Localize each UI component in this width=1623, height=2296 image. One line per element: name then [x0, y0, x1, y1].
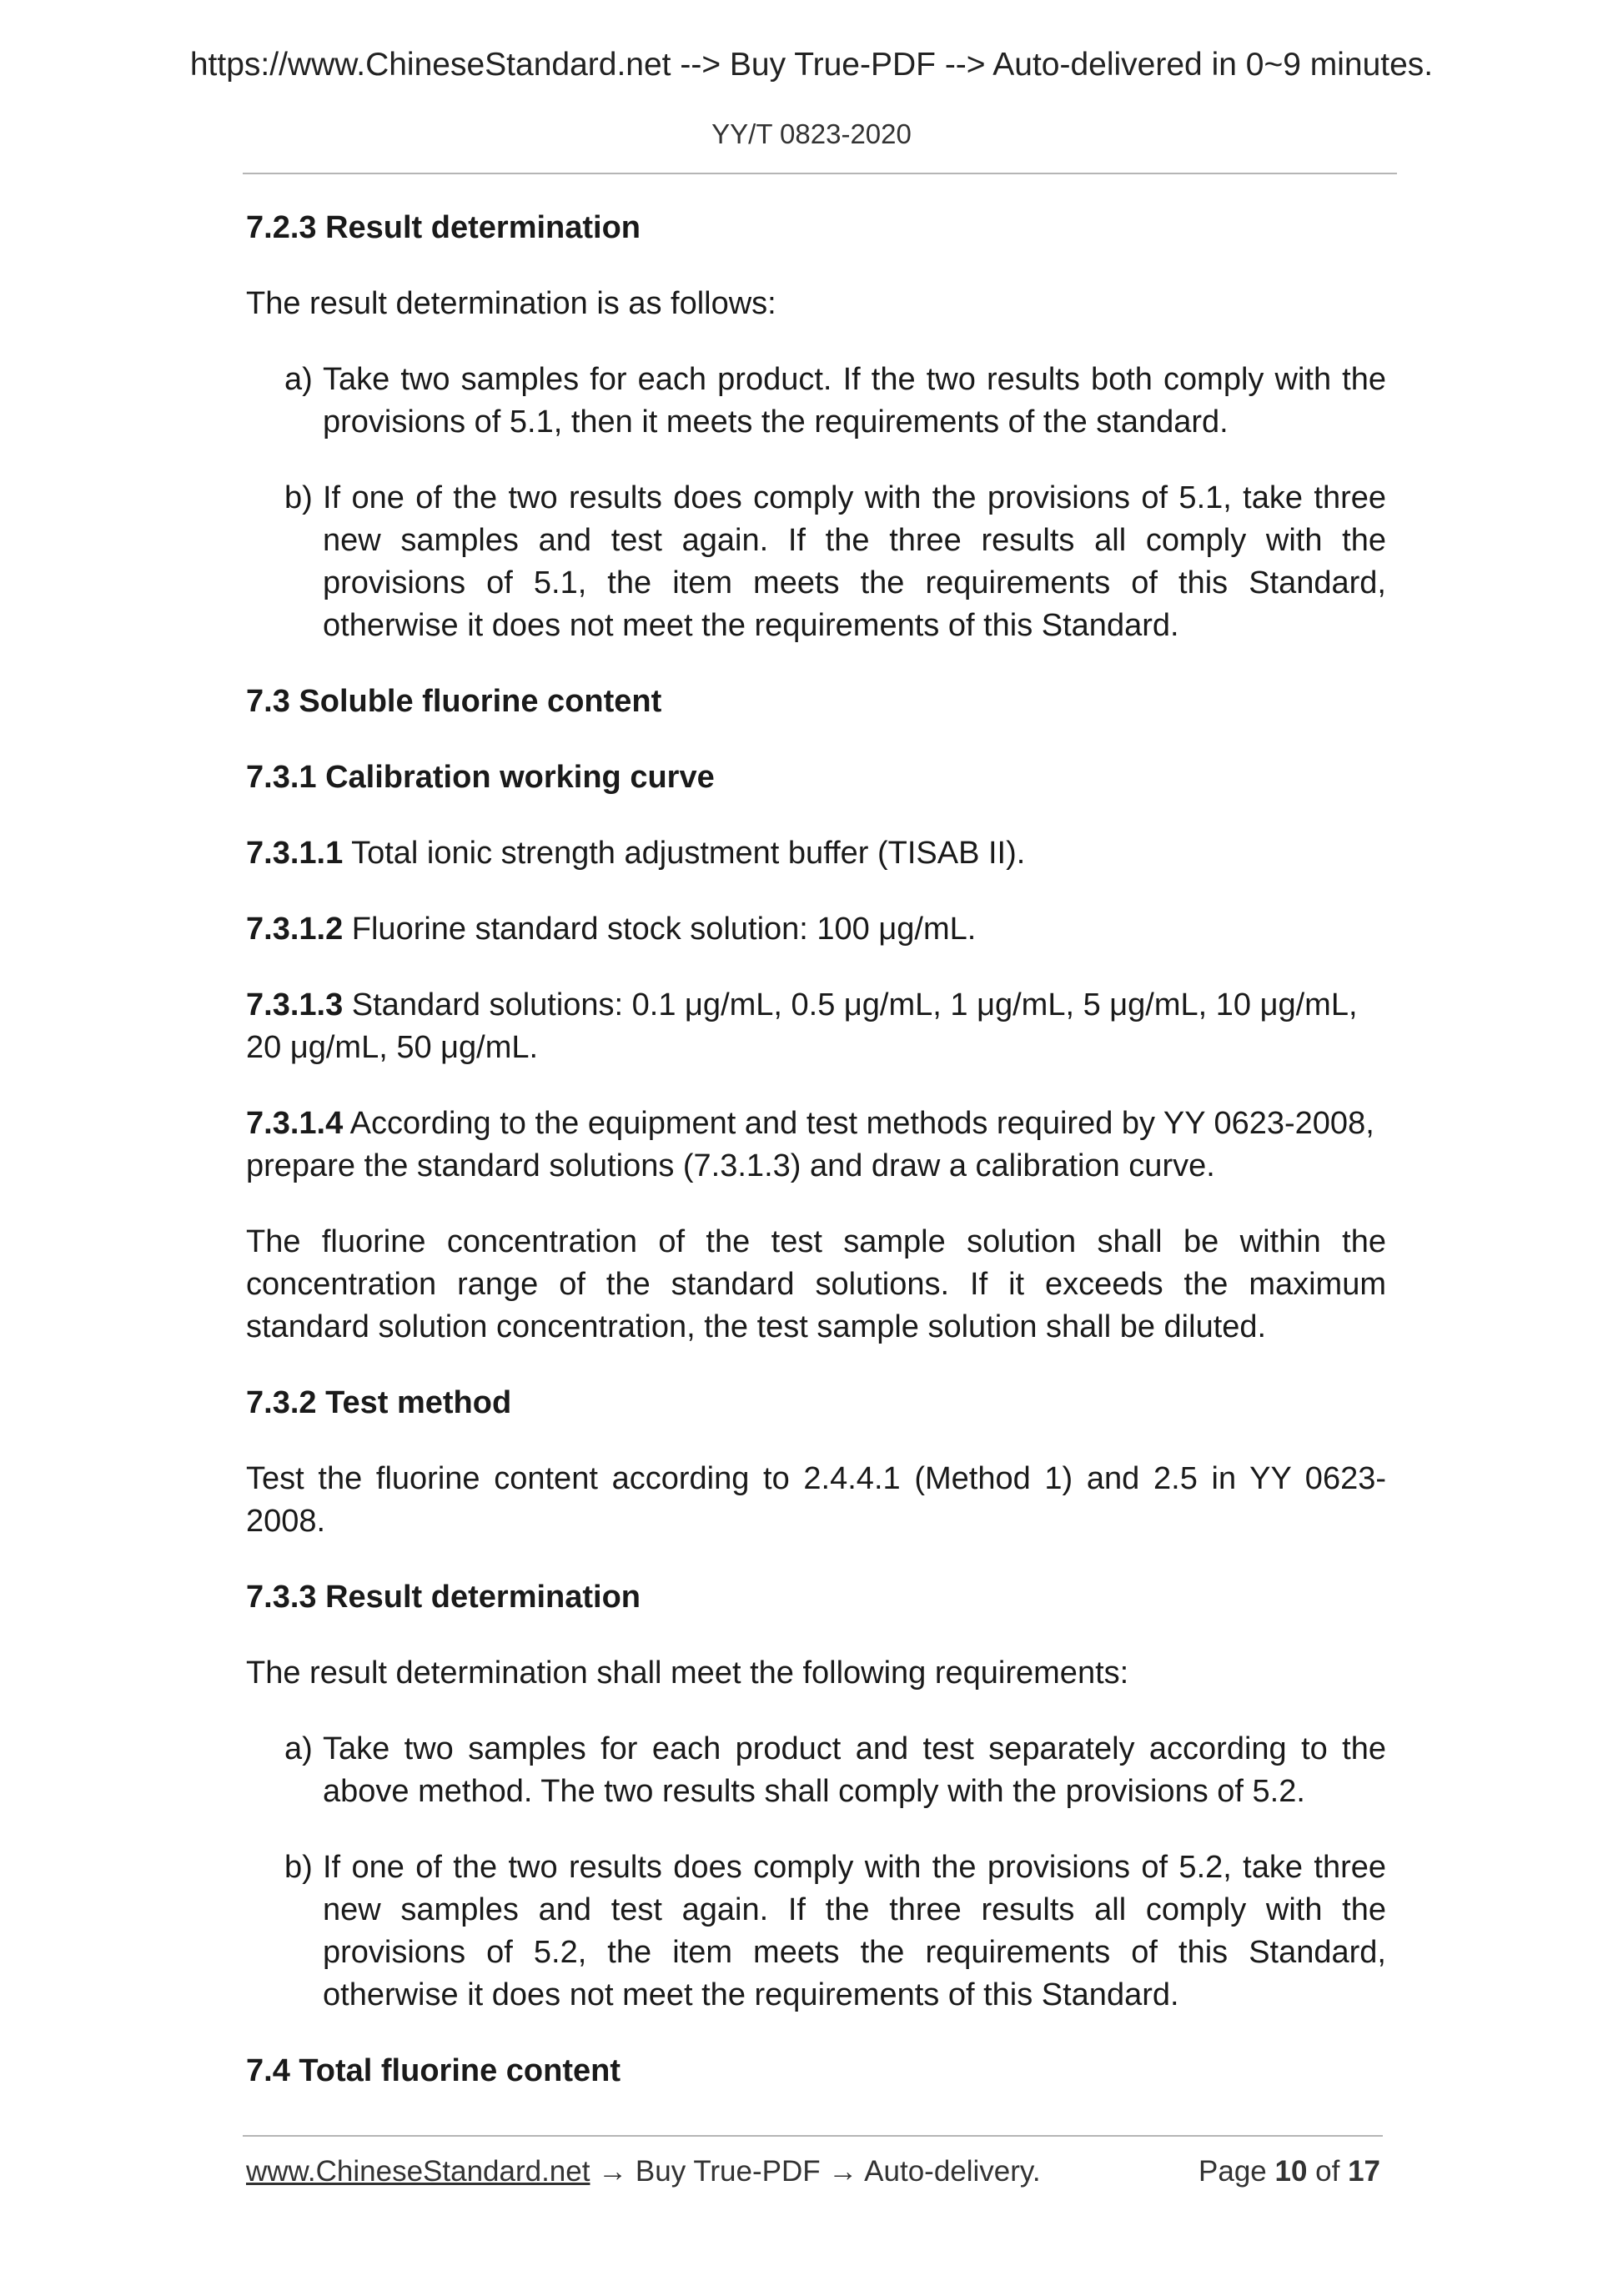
clause-text: Total ionic strength adjustment buffer (TISAB II).: [343, 836, 1026, 871]
of-word: of: [1307, 2155, 1349, 2188]
clause-number: 7.3.1.4: [246, 1106, 344, 1141]
footer-divider: [243, 2135, 1383, 2137]
clause-text: Fluorine standard stock solution: 100 μg/mL.: [343, 912, 977, 947]
list-item-7-3-3-b: [284, 1846, 1386, 2017]
clause-7-3-1-3: [246, 984, 1386, 1069]
list-item-7-2-3-a: [284, 359, 1386, 444]
footer-left: [246, 2155, 1041, 2188]
page-indicator: [1198, 2155, 1380, 2188]
list-label: b): [284, 480, 313, 515]
page-total: 17: [1348, 2155, 1380, 2188]
page-number: 10: [1274, 2155, 1308, 2188]
clause-number: 7.3.1.2: [246, 912, 344, 947]
list-text: Take two samples for each product and test separately according to the above method. The two results shall comply with the provisions of 5.2.: [323, 1731, 1386, 1809]
clause-7-3-1-4: [246, 1103, 1386, 1188]
clause-text: Standard solutions: 0.1 μg/mL, 0.5 μg/mL, 1 μg/mL, 5 μg/mL, 10 μg/mL, 20 μg/mL, 50 μg/mL.: [246, 987, 1358, 1065]
header-divider: [243, 173, 1397, 174]
page-footer: [246, 2155, 1380, 2188]
heading-7-3-3: 7.3.3 Result determination: [246, 1580, 641, 1615]
list-label: b): [284, 1850, 313, 1885]
list-label: a): [284, 1731, 313, 1766]
list-text: If one of the two results does comply with the provisions of 5.1, take three new samples and test again. If the three results all comply with the provisions of 5.1, the item meets the requirements of this Standard, otherwise it does not meet the requirements of this Standard.: [323, 480, 1386, 643]
list-label: a): [284, 362, 313, 397]
paragraph-7-3-3-intro: The result determination shall meet the following requirements:: [246, 1655, 1129, 1691]
paragraph-concentration: The fluorine concentration of the test sample solution shall be within the concentration range of the standard solutions. If it exceeds the maximum standard solution concentration, the test sample solution shall be diluted.: [246, 1224, 1386, 1344]
list-text: Take two samples for each product. If the two results both comply with the provisions of 5.1, then it meets the requirements of the standard.: [323, 362, 1386, 440]
clause-7-3-1-1: [246, 832, 1386, 875]
list-item-7-3-3-a: [284, 1728, 1386, 1813]
paragraph-7-2-3-intro: The result determination is as follows:: [246, 286, 776, 321]
list-text: If one of the two results does comply with the provisions of 5.2, take three new samples and test again. If the three results all comply with the provisions of 5.2, the item meets the requirements of this Standard, otherwise it does not meet the requirements of this Standard.: [323, 1850, 1386, 2012]
page-word: Page: [1198, 2155, 1275, 2188]
heading-7-3-1: 7.3.1 Calibration working curve: [246, 760, 715, 795]
footer-tagline: → Buy True-PDF → Auto-delivery.: [590, 2155, 1041, 2188]
heading-7-3-2: 7.3.2 Test method: [246, 1385, 512, 1420]
heading-7-3: 7.3 Soluble fluorine content: [246, 684, 662, 719]
header-banner: https://www.ChineseStandard.net --> Buy True-PDF --> Auto-delivered in 0~9 minutes.: [189, 47, 1434, 83]
clause-7-3-1-2: [246, 908, 1386, 951]
clause-number: 7.3.1.3: [246, 987, 344, 1022]
list-item-7-2-3-b: [284, 477, 1386, 647]
heading-7-2-3: 7.2.3 Result determination: [246, 210, 641, 245]
standard-code: YY/T 0823-2020: [711, 118, 912, 149]
clause-text: According to the equipment and test methods required by YY 0623-2008, prepare the standard solutions (7.3.1.3) and draw a calibration curve.: [246, 1106, 1374, 1183]
document-body: [246, 207, 1386, 2126]
heading-7-4: 7.4 Total fluorine content: [246, 2053, 621, 2088]
clause-number: 7.3.1.1: [246, 836, 344, 871]
website-link[interactable]: www.ChineseStandard.net: [246, 2155, 590, 2188]
paragraph-7-3-2: Test the fluorine content according to 2.4.4.1 (Method 1) and 2.5 in YY 0623-2008.: [246, 1461, 1386, 1539]
